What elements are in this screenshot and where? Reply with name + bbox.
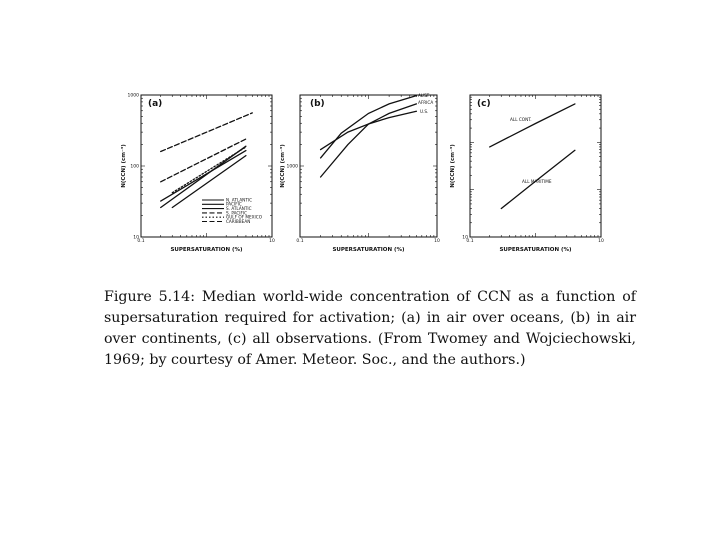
x-tick-label: 10 [598,239,604,244]
series-label: AUST [418,93,430,98]
series-line [161,113,253,152]
series-label: AFRICA [418,100,434,105]
x-tick-label: 10 [269,239,275,244]
y-tick-label: 100 [130,164,139,170]
series-line [161,151,246,202]
series-label: ALL CONT. [510,117,532,122]
x-tick-label: 10 [434,239,440,244]
x-axis-label: SUPERSATURATION (%) [499,247,572,253]
legend-label: GULF OF MEXICO [226,214,263,220]
x-tick-label: 0.1 [137,239,145,244]
panel-label: (c) [477,99,491,109]
x-tick-label: 0.1 [296,239,304,244]
legend-label: N. ATLANTIC [226,197,253,203]
series-label: ALL MARITIME [522,179,552,184]
series-label: U.S. [420,109,429,114]
legend-label: S. PACIFIC [226,210,248,216]
panel-label: (b) [310,99,325,109]
y-tick-label: 1000 [286,164,298,170]
y-axis-label: N(CCN) (cm⁻³) [280,144,286,188]
y-tick-label: 10 [133,235,139,241]
legend-label: CARIBBEAN [226,218,251,224]
panel-c [449,95,604,253]
y-axis-label: N(CCN) (cm⁻³) [450,144,456,188]
y-axis-label: N(CCN) (cm⁻³) [121,144,127,188]
y-tick-label: 1000 [127,93,139,99]
series-line [321,96,417,158]
panel-a [120,93,275,254]
legend-label: PACIFIC [226,201,242,207]
panel-label: (a) [148,99,163,109]
series-line [490,104,575,147]
plot-frame [300,95,437,237]
y-tick-label: 10 [462,235,468,241]
series-line [321,111,417,149]
figure-caption: Figure 5.14: Median world-wide concentration of CCN as a function of supersaturation required for activation; (a) in air over oceans, (b) in air over continents, (c) all observations. (From Twomey and Wojciechowski, 1969; by courtesy of Amer. Meteor. Soc., and the authors.) [104,289,636,368]
x-axis-label: SUPERSATURATION (%) [332,247,405,253]
legend-label: S. ATLANTIC [226,206,252,211]
x-axis-label: SUPERSATURATION (%) [170,247,243,253]
plot-frame [470,95,601,237]
panel-b [279,93,440,253]
x-tick-label: 0.1 [466,239,474,244]
